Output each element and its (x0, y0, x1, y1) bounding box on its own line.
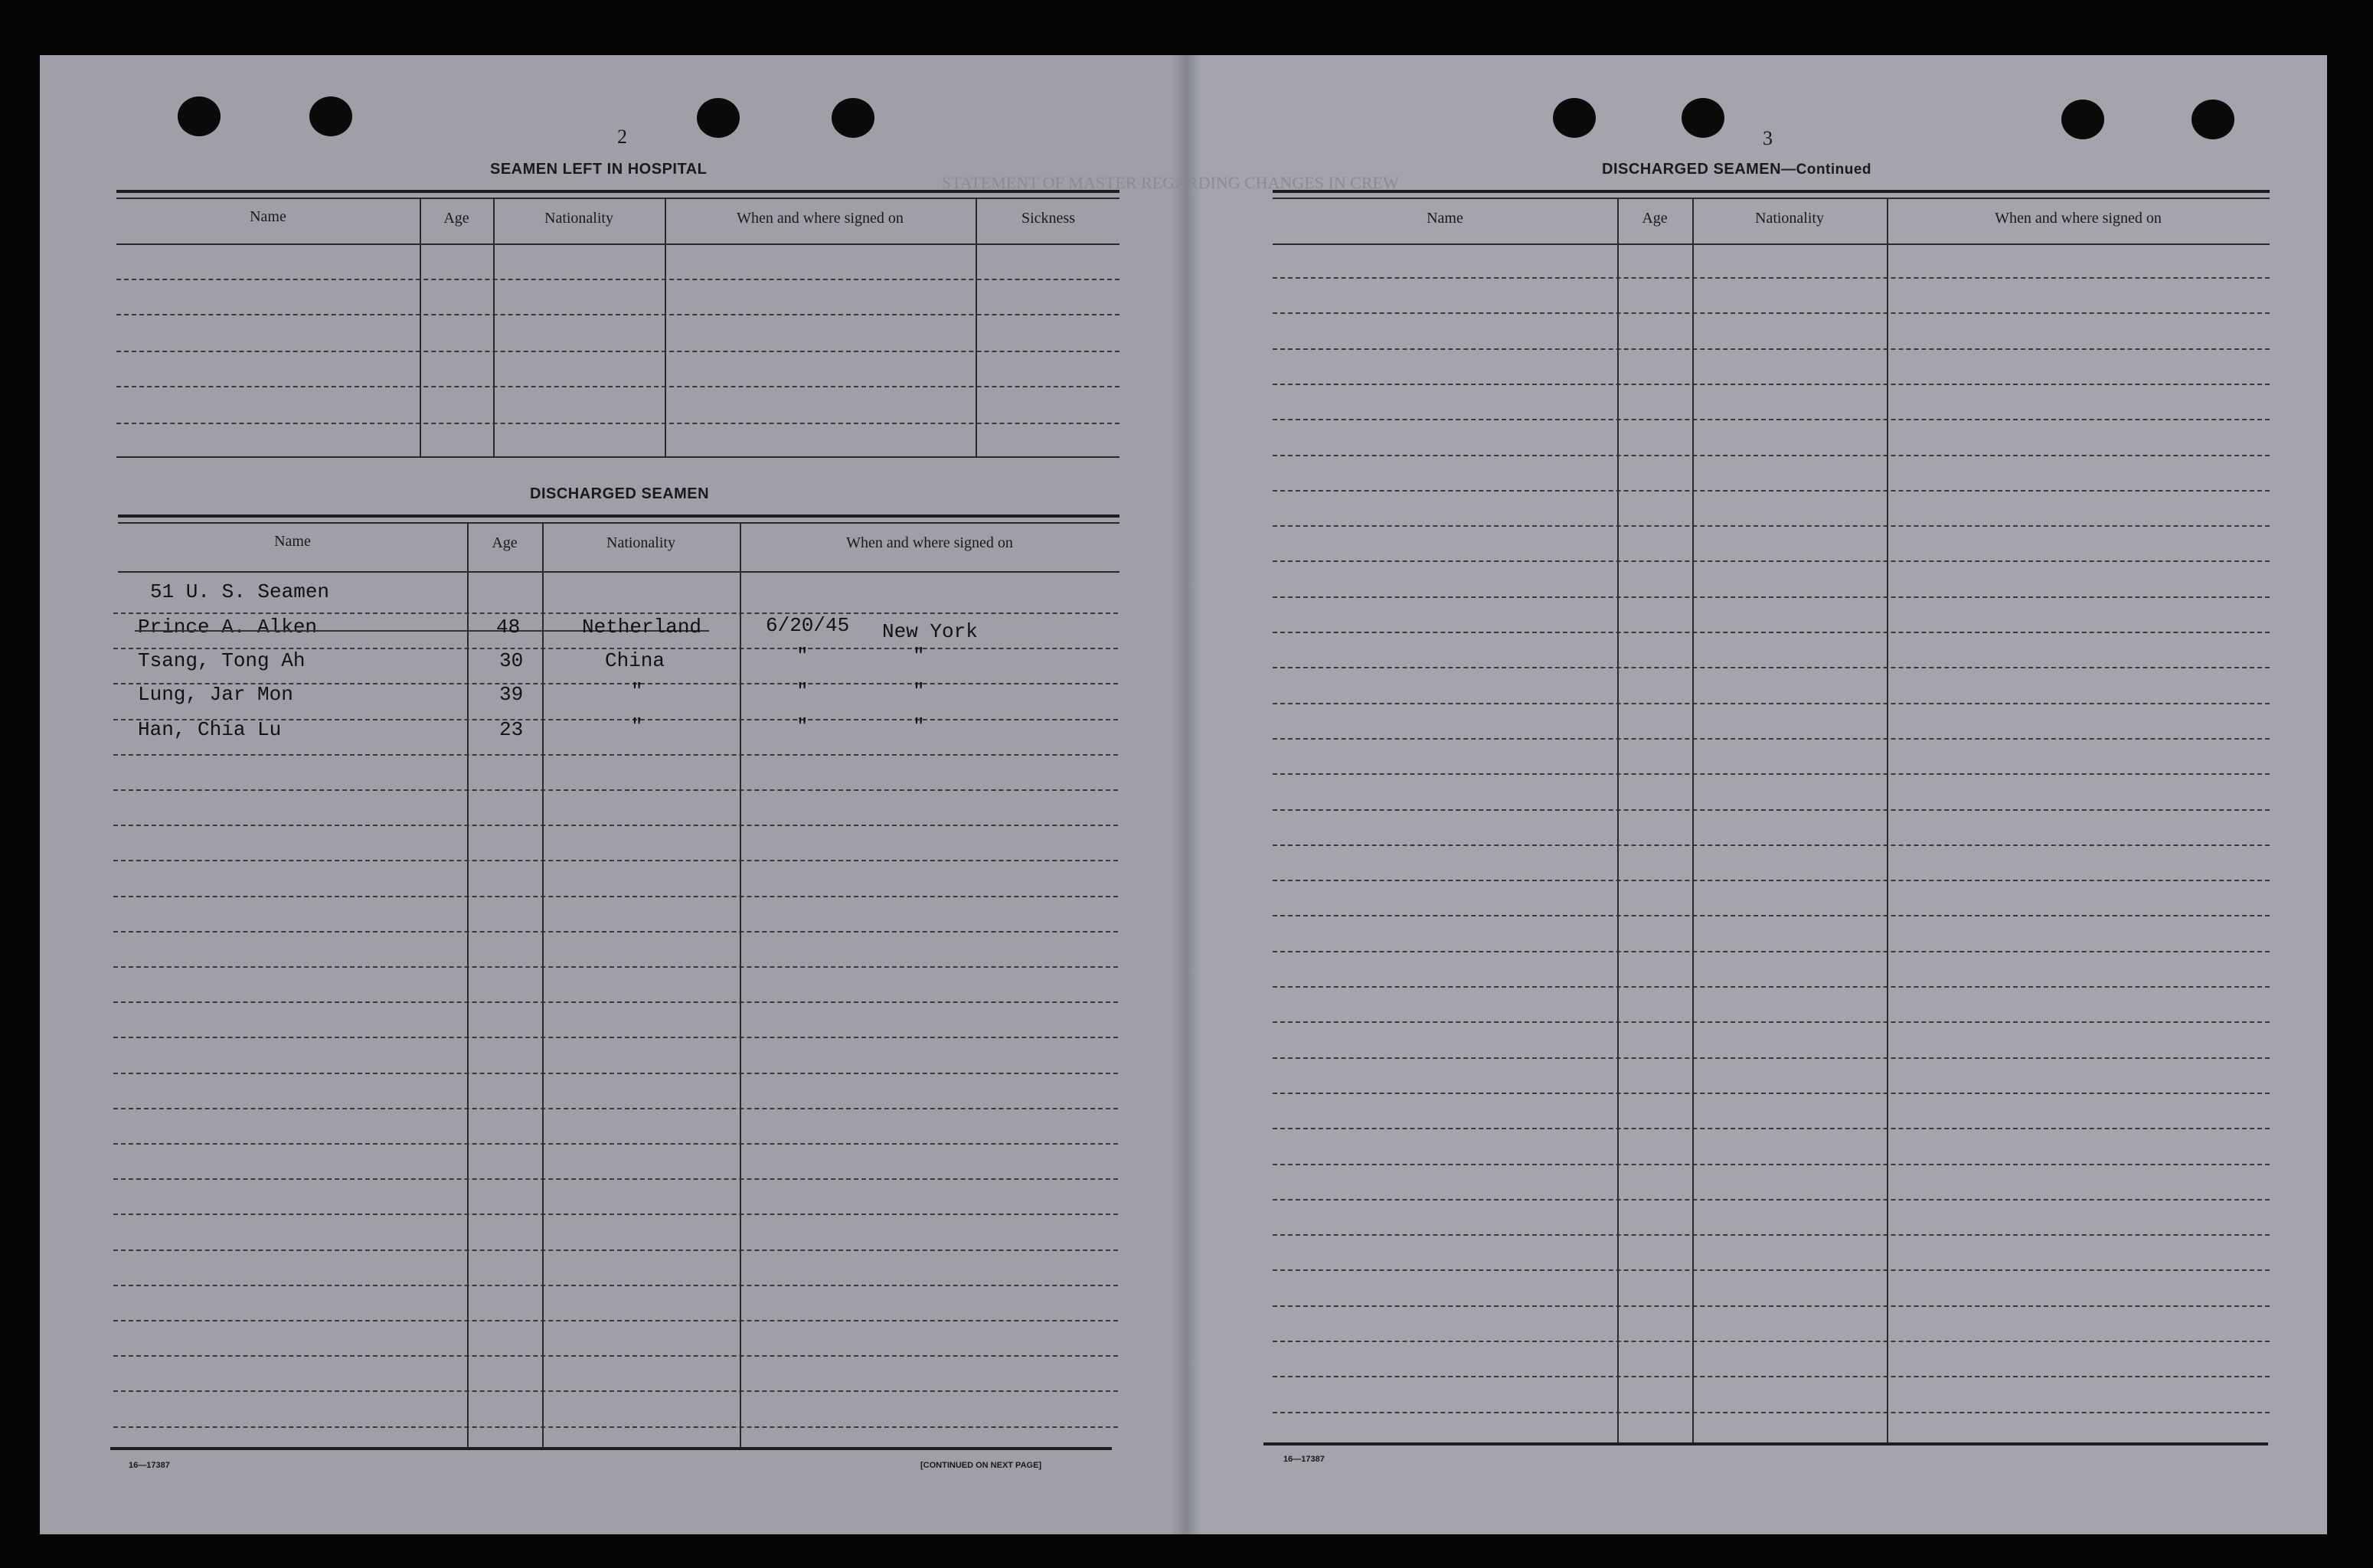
table-row (113, 789, 1118, 791)
column-header-signed-on: When and where signed on (1995, 210, 2162, 227)
table-row (1273, 419, 2270, 420)
punch-hole (832, 98, 874, 138)
table-row (113, 1285, 1118, 1286)
signed-on-place: New York (882, 620, 978, 643)
page-gutter (1172, 55, 1201, 1534)
page-number: 3 (1763, 127, 1773, 149)
table-row (1273, 951, 2270, 952)
table-row (116, 314, 1119, 315)
signed-on-date: " (796, 645, 809, 668)
seaman-name: Tsang, Tong Ah (138, 649, 306, 672)
table-row (1273, 490, 2270, 492)
table-row (113, 1108, 1118, 1109)
punch-hole (309, 96, 352, 136)
signed-on-date: " (796, 715, 809, 738)
table-row (113, 1001, 1118, 1003)
table-row (113, 1073, 1118, 1074)
table-rule (116, 198, 1119, 199)
table-row (1273, 384, 2270, 385)
table-row (113, 754, 1118, 756)
punch-hole (1682, 98, 1724, 138)
discharged-continued-title (1602, 161, 1871, 178)
table-row (116, 386, 1119, 387)
table-row (1273, 703, 2270, 704)
table-rule (118, 514, 1119, 518)
column-header-nationality: Nationality (1755, 210, 1824, 227)
punch-hole (178, 96, 221, 136)
column-divider (542, 522, 544, 1449)
seaman-age: 30 (499, 649, 524, 672)
column-divider (740, 522, 741, 1449)
table-row (1273, 632, 2270, 633)
column-header-name: Name (1427, 210, 1463, 227)
table-row (113, 1390, 1118, 1392)
page-number: 2 (617, 126, 627, 148)
table-row (113, 1320, 1118, 1321)
table-row (1273, 525, 2270, 527)
form-number: 16—17387 (129, 1461, 170, 1470)
table-row (1273, 312, 2270, 314)
column-divider (976, 198, 977, 456)
table-row (113, 1214, 1118, 1215)
table-rule (118, 571, 1119, 573)
table-row (1273, 1341, 2270, 1342)
table-row (1273, 1093, 2270, 1094)
seaman-name: Lung, Jar Mon (138, 683, 293, 706)
table-row (1273, 1269, 2270, 1271)
punch-hole (697, 98, 740, 138)
table-row (1273, 880, 2270, 881)
table-row (1273, 596, 2270, 598)
discharged-note: 51 U. S. Seamen (150, 580, 330, 603)
table-rule (1273, 198, 2270, 199)
column-header-name: Name (250, 208, 286, 225)
table-row (1273, 1199, 2270, 1200)
table-row (1273, 455, 2270, 456)
table-row (1273, 1164, 2270, 1165)
column-divider (420, 198, 421, 456)
table-rule (116, 243, 1119, 245)
discharged-continued-title-main: DISCHARGED SEAMEN (1602, 161, 1782, 178)
signed-on-date: " (796, 680, 809, 703)
table-row (1273, 667, 2270, 668)
column-header-signed-on: When and where signed on (846, 534, 1013, 551)
seaman-age: 23 (499, 718, 524, 741)
left-page (40, 55, 1185, 1534)
table-rule (110, 1447, 1112, 1450)
table-row (113, 825, 1118, 826)
table-rule (118, 522, 1119, 524)
seaman-nationality: " (631, 680, 643, 703)
table-row (1273, 277, 2270, 279)
table-row (116, 423, 1119, 424)
signed-on-date: 6/20/45 (766, 614, 850, 637)
column-divider (665, 198, 666, 456)
table-row (113, 896, 1118, 897)
bleed-through-text: STATEMENT OF MASTER REGARDING CHANGES IN CREW (942, 173, 1399, 192)
discharged-section-title: DISCHARGED SEAMEN (530, 485, 710, 502)
column-divider (493, 198, 495, 456)
seaman-name: Prince A. Alken (138, 616, 318, 639)
table-rule (1263, 1442, 2268, 1446)
table-rule (1273, 243, 2270, 245)
hospital-section-title: SEAMEN LEFT IN HOSPITAL (490, 161, 708, 178)
table-row (1273, 560, 2270, 562)
table-rule (116, 456, 1119, 458)
table-row (113, 1143, 1118, 1145)
column-header-nationality: Nationality (606, 534, 675, 551)
signed-on-place: " (913, 715, 925, 738)
table-row (1273, 1234, 2270, 1236)
table-row (1273, 1021, 2270, 1023)
column-header-age: Age (1642, 210, 1668, 227)
table-row (113, 860, 1118, 861)
table-row (113, 1037, 1118, 1038)
table-row (113, 1178, 1118, 1180)
table-row (113, 612, 1118, 614)
table-row (1273, 986, 2270, 988)
discharged-continued-title-suffix: —Continued (1781, 162, 1872, 178)
signed-on-place: " (913, 645, 925, 668)
table-row (1273, 915, 2270, 916)
table-row (113, 1426, 1118, 1428)
punch-hole (1553, 98, 1596, 138)
table-row (113, 1250, 1118, 1251)
table-row (116, 279, 1119, 280)
column-header-signed-on: When and where signed on (737, 210, 904, 227)
table-row (1273, 1128, 2270, 1129)
column-divider (467, 522, 469, 1449)
table-row (1273, 348, 2270, 350)
column-divider (1887, 198, 1888, 1444)
continued-note: [CONTINUED ON NEXT PAGE] (920, 1461, 1042, 1470)
table-row (113, 966, 1118, 968)
form-number: 16—17387 (1283, 1455, 1325, 1464)
seaman-nationality: China (605, 649, 665, 672)
table-row (1273, 809, 2270, 811)
seaman-nationality: " (631, 715, 643, 738)
column-header-sickness: Sickness (1021, 210, 1075, 227)
column-header-nationality: Nationality (544, 210, 613, 227)
punch-hole (2192, 100, 2234, 139)
column-header-age: Age (443, 210, 469, 227)
seaman-name: Han, Chia Lu (138, 718, 282, 741)
table-row (113, 1355, 1118, 1357)
column-header-name: Name (274, 533, 311, 550)
table-row (1273, 1412, 2270, 1413)
column-divider (1692, 198, 1694, 1444)
punch-hole (2061, 100, 2104, 139)
seaman-nationality: Netherland (582, 616, 702, 639)
table-row (1273, 1376, 2270, 1377)
table-rule (1273, 190, 2270, 193)
seaman-age: 39 (499, 683, 524, 706)
table-row (113, 931, 1118, 933)
table-row (116, 351, 1119, 352)
column-divider (1617, 198, 1619, 1444)
column-header-age: Age (492, 534, 518, 551)
table-row (1273, 738, 2270, 740)
table-row (1273, 1057, 2270, 1059)
table-row (1273, 773, 2270, 775)
table-row (1273, 844, 2270, 846)
signed-on-place: " (913, 680, 925, 703)
seaman-age: 48 (496, 616, 521, 639)
table-row (1273, 1305, 2270, 1307)
